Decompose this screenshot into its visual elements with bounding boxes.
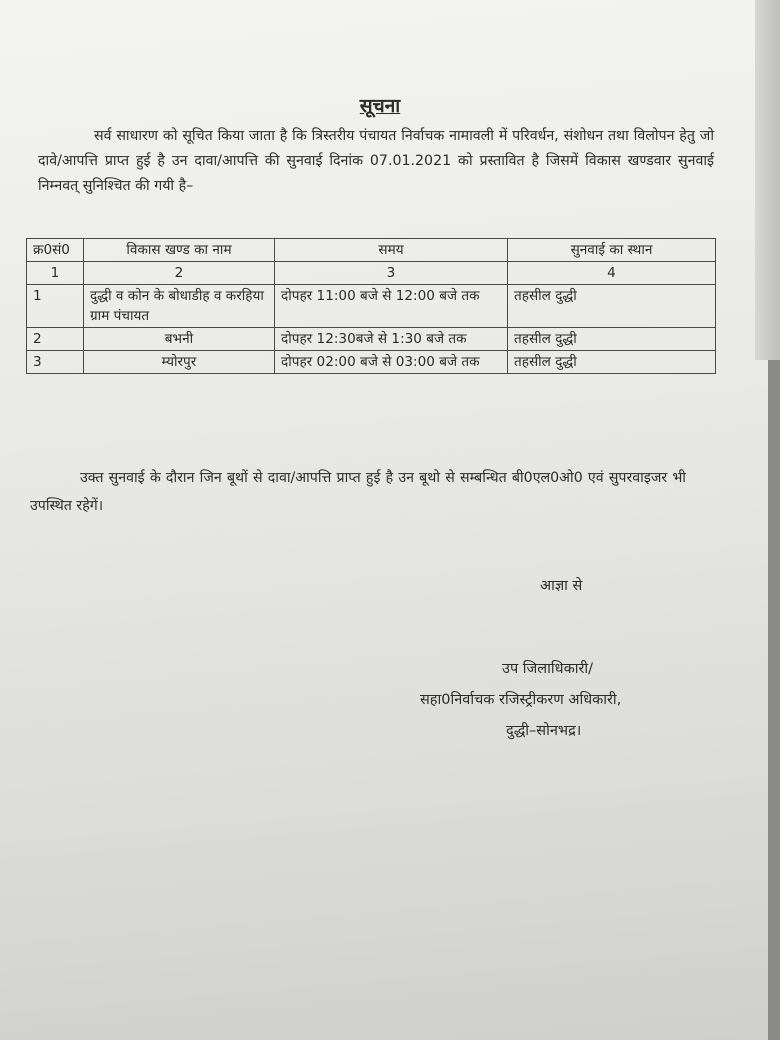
signature-block — [420, 654, 720, 747]
header-place: सुनवाई का स्थान — [508, 239, 716, 262]
row-place: तहसील दुद्धी — [508, 351, 716, 374]
row-block: दुद्धी व कोन के बोधाडीह व करहिया ग्राम पंचायत — [84, 285, 275, 328]
table-header-row — [27, 239, 716, 262]
table-row — [27, 285, 716, 328]
col-number: 4 — [508, 262, 716, 285]
col-number: 3 — [275, 262, 508, 285]
row-serial: 2 — [27, 328, 84, 351]
header-time: समय — [275, 239, 508, 262]
intro-paragraph: सर्व साधारण को सूचित किया जाता है कि त्रिस्तरीय पंचायत निर्वाचक नामावली में परिवर्धन, संशोधन तथा विलोपन हेतु जो दावे/आपत्ति प्राप्त हुई है उन दावा/आपत्ति की सुनवाई दिनांक 07.01.2021 को प्रस्तावित है जिसमें विकास खण्डवार सुनवाई निम्नवत् सुनिश्चित की गयी है– — [38, 128, 714, 194]
table-row — [27, 351, 716, 374]
signature-location: दुद्धी–सोनभद्र। — [506, 723, 582, 739]
row-place: तहसील दुद्धी — [508, 328, 716, 351]
row-place: तहसील दुद्धी — [508, 285, 716, 328]
paper-edge-underneath — [755, 0, 780, 360]
row-time: दोपहर 11:00 बजे से 12:00 बजे तक — [275, 285, 508, 328]
table-row — [27, 328, 716, 351]
row-time: दोपहर 02:00 बजे से 03:00 बजे तक — [275, 351, 508, 374]
row-block: बभनी — [84, 328, 275, 351]
attendance-paragraph: उक्त सुनवाई के दौरान जिन बूथों से दावा/आपत्ति प्राप्त हुई है उन बूथो से सम्बन्धित बी0एल0ओ0 एवं सुपरवाइजर भी उपस्थित रहेगें। — [30, 470, 686, 514]
row-block: म्योरपुर — [84, 351, 275, 374]
row-time: दोपहर 12:30बजे से 1:30 बजे तक — [275, 328, 508, 351]
table-column-number-row — [27, 262, 716, 285]
row-serial: 3 — [27, 351, 84, 374]
col-number: 1 — [27, 262, 84, 285]
order-line: आज्ञा से — [540, 578, 583, 594]
hearing-schedule-table — [26, 238, 716, 374]
col-number: 2 — [84, 262, 275, 285]
row-serial: 1 — [27, 285, 84, 328]
notice-title: सूचना — [359, 95, 401, 117]
signature-office: सहा0निर्वाचक रजिस्ट्रीकरण अधिकारी, — [420, 692, 622, 708]
header-block-name: विकास खण्ड का नाम — [84, 239, 275, 262]
header-serial: क्र0सं0 — [27, 239, 84, 262]
signature-designation: उप जिलाधिकारी/ — [502, 661, 594, 677]
